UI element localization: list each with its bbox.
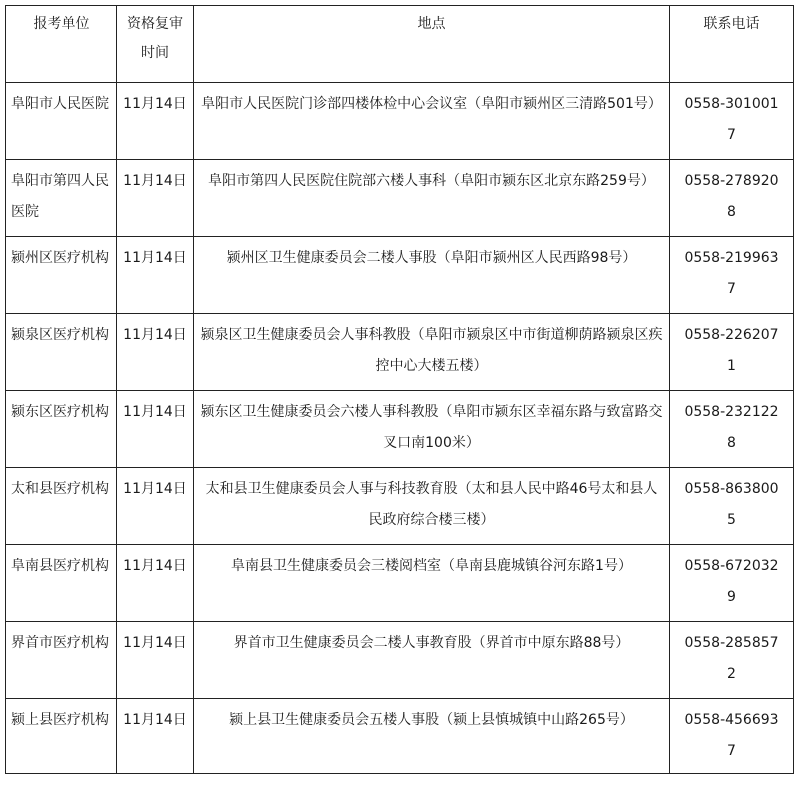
cell-phone: 0558-2321228 — [670, 391, 794, 468]
header-phone: 联系电话 — [670, 6, 794, 83]
header-time: 资格复审时间 — [117, 6, 194, 83]
cell-place: 阜阳市第四人民医院住院部六楼人事科（阜阳市颍东区北京东路259号） — [194, 160, 670, 237]
cell-unit: 阜阳市第四人民医院 — [6, 160, 117, 237]
table-row — [6, 160, 794, 237]
cell-phone: 0558-2858572 — [670, 622, 794, 699]
cell-phone: 0558-4566937 — [670, 699, 794, 774]
cell-place: 颍东区卫生健康委员会六楼人事科教股（阜阳市颍东区幸福东路与致富路交叉口南100米） — [194, 391, 670, 468]
cell-unit: 颍州区医疗机构 — [6, 237, 117, 314]
table-row — [6, 468, 794, 545]
cell-place: 颍泉区卫生健康委员会人事科教股（阜阳市颍泉区中市街道柳荫路颍泉区疾控中心大楼五楼） — [194, 314, 670, 391]
cell-phone: 0558-8638005 — [670, 468, 794, 545]
cell-unit: 阜阳市人民医院 — [6, 83, 117, 160]
cell-time: 11月14日 — [117, 545, 194, 622]
cell-place: 阜南县卫生健康委员会三楼阅档室（阜南县鹿城镇谷河东路1号） — [194, 545, 670, 622]
table-row — [6, 622, 794, 699]
cell-unit: 阜南县医疗机构 — [6, 545, 117, 622]
table-row — [6, 545, 794, 622]
cell-phone: 0558-6720329 — [670, 545, 794, 622]
table-row — [6, 314, 794, 391]
cell-unit: 颍上县医疗机构 — [6, 699, 117, 774]
cell-place: 颍上县卫生健康委员会五楼人事股（颍上县慎城镇中山路265号） — [194, 699, 670, 774]
table-header-row — [6, 6, 794, 83]
table-row — [6, 83, 794, 160]
header-place: 地点 — [194, 6, 670, 83]
cell-phone: 0558-2789208 — [670, 160, 794, 237]
cell-time: 11月14日 — [117, 699, 194, 774]
cell-phone: 0558-2199637 — [670, 237, 794, 314]
cell-unit: 颍东区医疗机构 — [6, 391, 117, 468]
cell-time: 11月14日 — [117, 314, 194, 391]
table-row — [6, 237, 794, 314]
table-row — [6, 391, 794, 468]
cell-time: 11月14日 — [117, 468, 194, 545]
cell-unit: 颍泉区医疗机构 — [6, 314, 117, 391]
cell-place: 界首市卫生健康委员会二楼人事教育股（界首市中原东路88号） — [194, 622, 670, 699]
cell-place: 颍州区卫生健康委员会二楼人事股（阜阳市颍州区人民西路98号） — [194, 237, 670, 314]
exam-review-table-wrapper — [5, 5, 794, 774]
cell-place: 阜阳市人民医院门诊部四楼体检中心会议室（阜阳市颍州区三清路501号） — [194, 83, 670, 160]
cell-time: 11月14日 — [117, 622, 194, 699]
cell-phone: 0558-2262071 — [670, 314, 794, 391]
cell-place: 太和县卫生健康委员会人事与科技教育股（太和县人民中路46号太和县人民政府综合楼三楼） — [194, 468, 670, 545]
exam-review-table — [5, 5, 794, 774]
cell-time: 11月14日 — [117, 391, 194, 468]
cell-time: 11月14日 — [117, 83, 194, 160]
header-unit: 报考单位 — [6, 6, 117, 83]
cell-unit: 太和县医疗机构 — [6, 468, 117, 545]
cell-time: 11月14日 — [117, 160, 194, 237]
cell-time: 11月14日 — [117, 237, 194, 314]
table-row — [6, 699, 794, 774]
cell-phone: 0558-3010017 — [670, 83, 794, 160]
cell-unit: 界首市医疗机构 — [6, 622, 117, 699]
